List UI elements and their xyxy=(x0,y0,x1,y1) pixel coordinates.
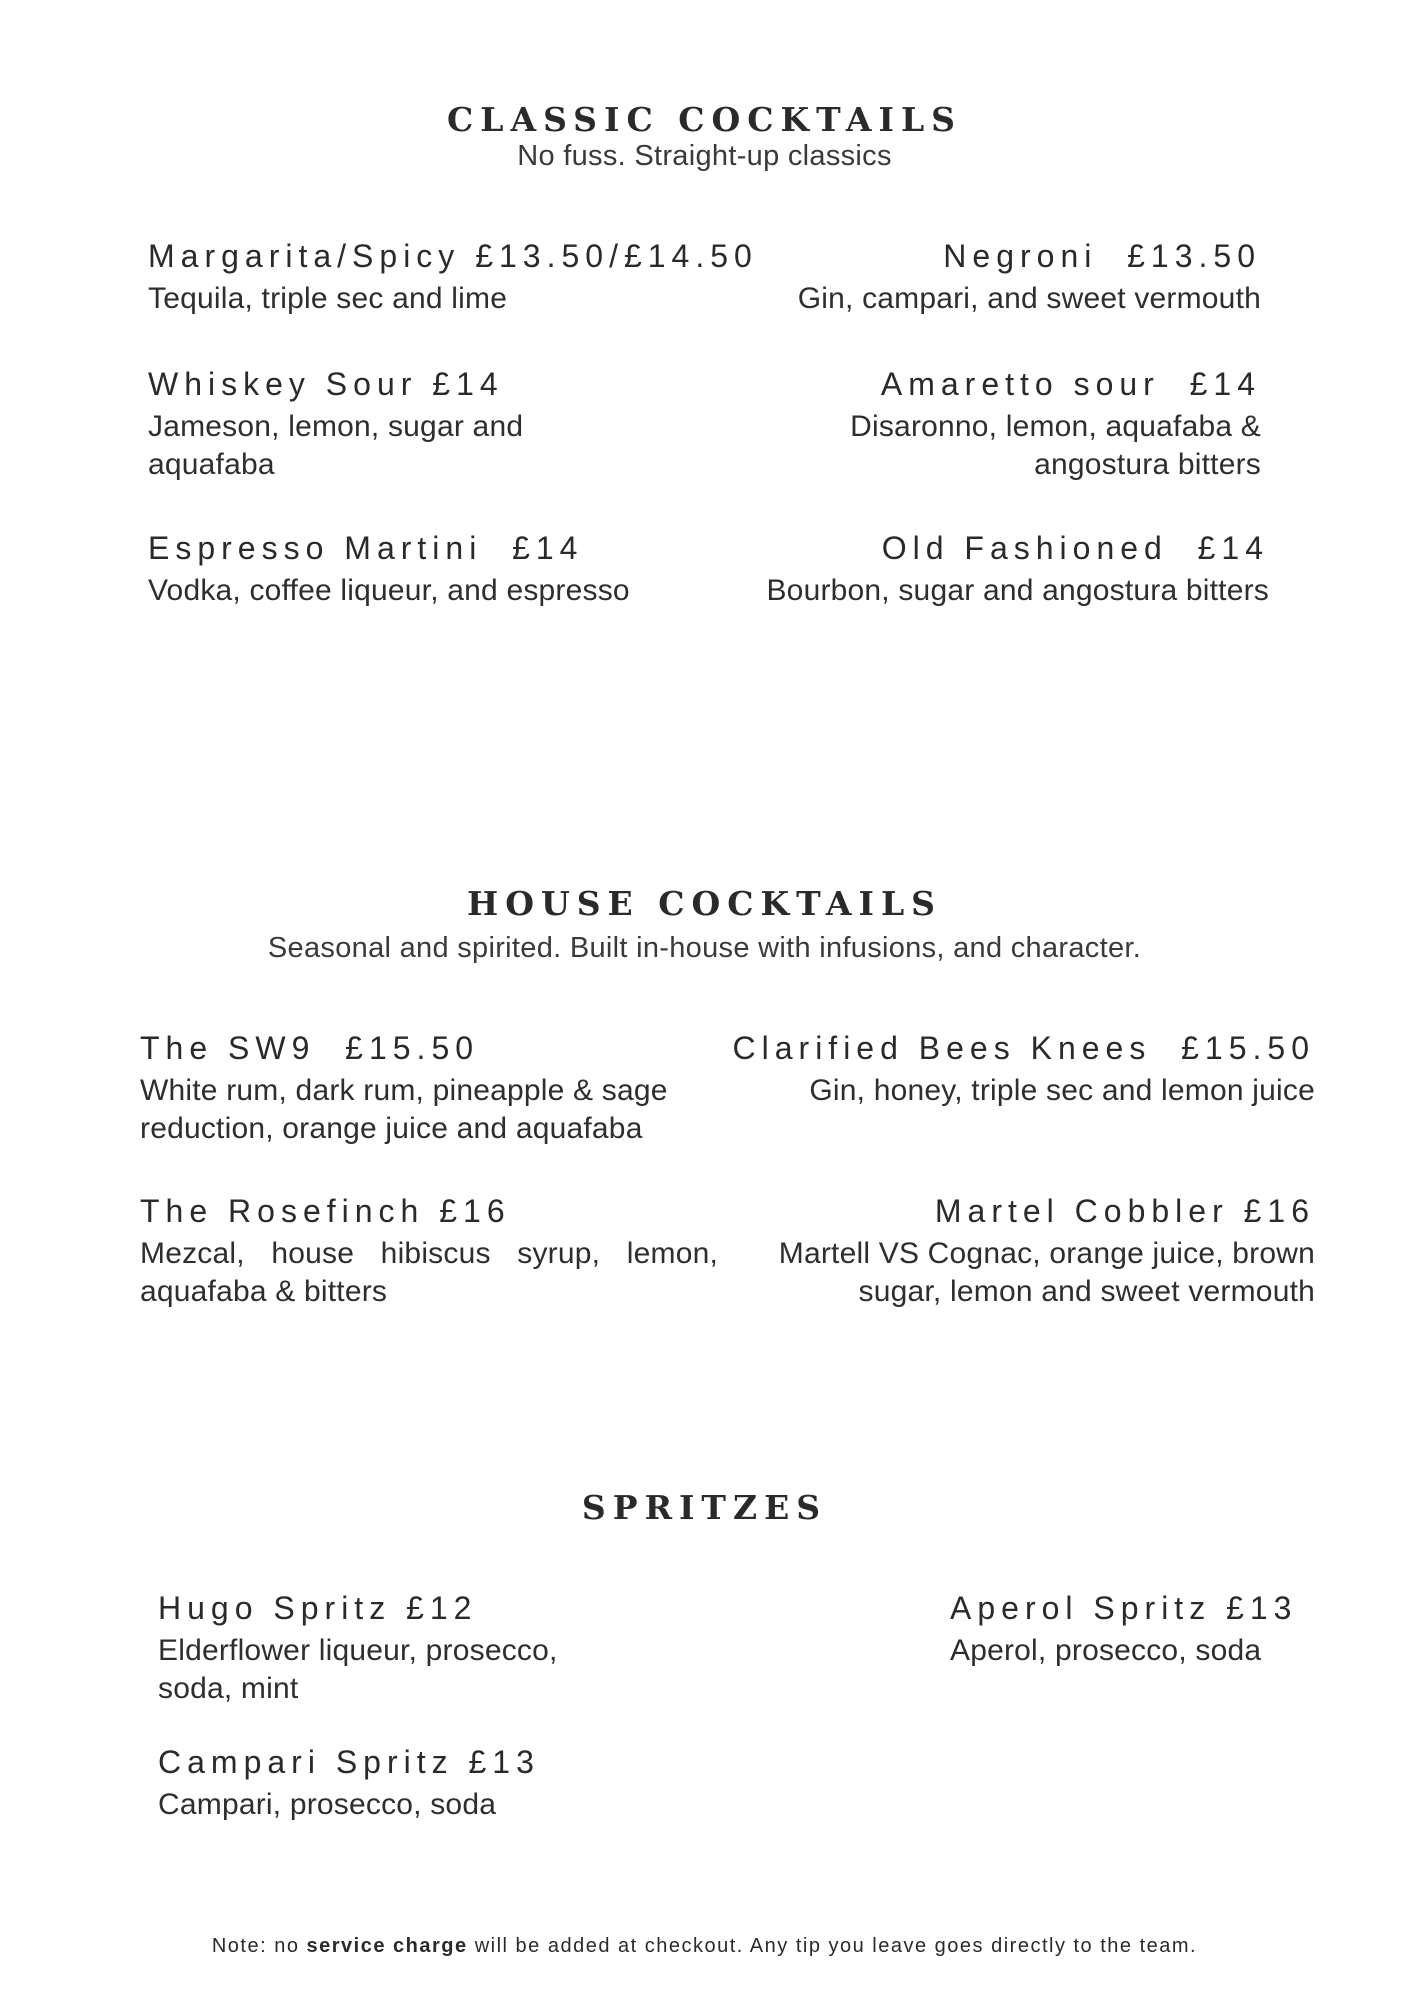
menu-item-aperol-spritz xyxy=(950,1588,1350,1670)
menu-item-old-fashioned xyxy=(669,528,1269,610)
item-description: Gin, honey, triple sec and lemon juice xyxy=(809,1074,1315,1107)
item-name: Negroni £13.50 xyxy=(943,238,1261,274)
item-description: White rum, dark rum, pineapple & sage reduction, orange juice and aquafaba xyxy=(140,1074,668,1145)
item-name: Clarified Bees Knees £15.50 xyxy=(732,1030,1315,1066)
menu-item-the-rosefinch xyxy=(140,1191,718,1311)
house-cocktails-title: HOUSE COCKTAILS xyxy=(467,884,942,923)
item-name: Espresso Martini £14 xyxy=(148,530,584,566)
menu-item-clarified-bees-knees xyxy=(715,1028,1315,1110)
classic-cocktails-title: CLASSIC COCKTAILS xyxy=(447,100,962,139)
item-name: Whiskey Sour £14 xyxy=(148,366,504,402)
item-description: Gin, campari, and sweet vermouth xyxy=(797,282,1261,315)
item-description: Elderflower liqueur, prosecco, soda, mint xyxy=(158,1634,558,1705)
menu-item-negroni xyxy=(661,236,1261,318)
spritzes-title: SPRITZES xyxy=(581,1488,828,1527)
menu-item-espresso-martini xyxy=(148,528,748,610)
menu-item-the-sw9 xyxy=(140,1028,710,1148)
item-description: Vodka, coffee liqueur, and espresso xyxy=(148,574,630,607)
item-name: Campari Spritz £13 xyxy=(158,1744,540,1780)
item-description: Martell VS Cognac, orange juice, brown sugar, lemon and sweet vermouth xyxy=(778,1237,1315,1308)
house-cocktails-subtitle: Seasonal and spirited. Built in-house with infusions, and character. xyxy=(267,932,1142,964)
menu-item-amaretto-sour xyxy=(801,364,1261,484)
note-text-end: will be added at checkout. Any tip you leave goes directly to the team. xyxy=(467,1935,1198,1957)
item-name: Margarita/Spicy £13.50/£14.50 xyxy=(148,238,758,274)
item-name: Hugo Spritz £12 xyxy=(158,1590,478,1626)
item-description: Aperol, prosecco, soda xyxy=(950,1634,1262,1667)
item-name: The Rosefinch £16 xyxy=(140,1193,511,1229)
item-description: Jameson, lemon, sugar and aquafaba xyxy=(148,410,524,481)
note-text-start: Note: no xyxy=(211,1935,307,1957)
menu-item-campari-spritz xyxy=(158,1742,658,1824)
classic-cocktails-subtitle: No fuss. Straight-up classics xyxy=(517,140,892,172)
service-charge-note xyxy=(0,1935,1409,1958)
item-name: The SW9 £15.50 xyxy=(140,1030,480,1066)
menu-item-whiskey-sour xyxy=(148,364,568,484)
item-description: Campari, prosecco, soda xyxy=(158,1788,497,1821)
item-name: Martel Cobbler £16 xyxy=(934,1193,1315,1229)
item-name: Old Fashioned £14 xyxy=(881,530,1269,566)
menu-item-martel-cobbler xyxy=(715,1191,1315,1311)
item-description: Disaronno, lemon, aquafaba & angostura bitters xyxy=(850,410,1261,481)
item-description: Tequila, triple sec and lime xyxy=(148,282,508,315)
menu-item-hugo-spritz xyxy=(158,1588,628,1708)
item-description: Mezcal, house hibiscus syrup, lemon, aquafaba & bitters xyxy=(140,1237,718,1308)
item-name: Aperol Spritz £13 xyxy=(950,1590,1298,1626)
note-service-charge: service charge xyxy=(306,1935,468,1957)
item-name: Amaretto sour £14 xyxy=(880,366,1261,402)
item-description: Bourbon, sugar and angostura bitters xyxy=(766,574,1269,607)
